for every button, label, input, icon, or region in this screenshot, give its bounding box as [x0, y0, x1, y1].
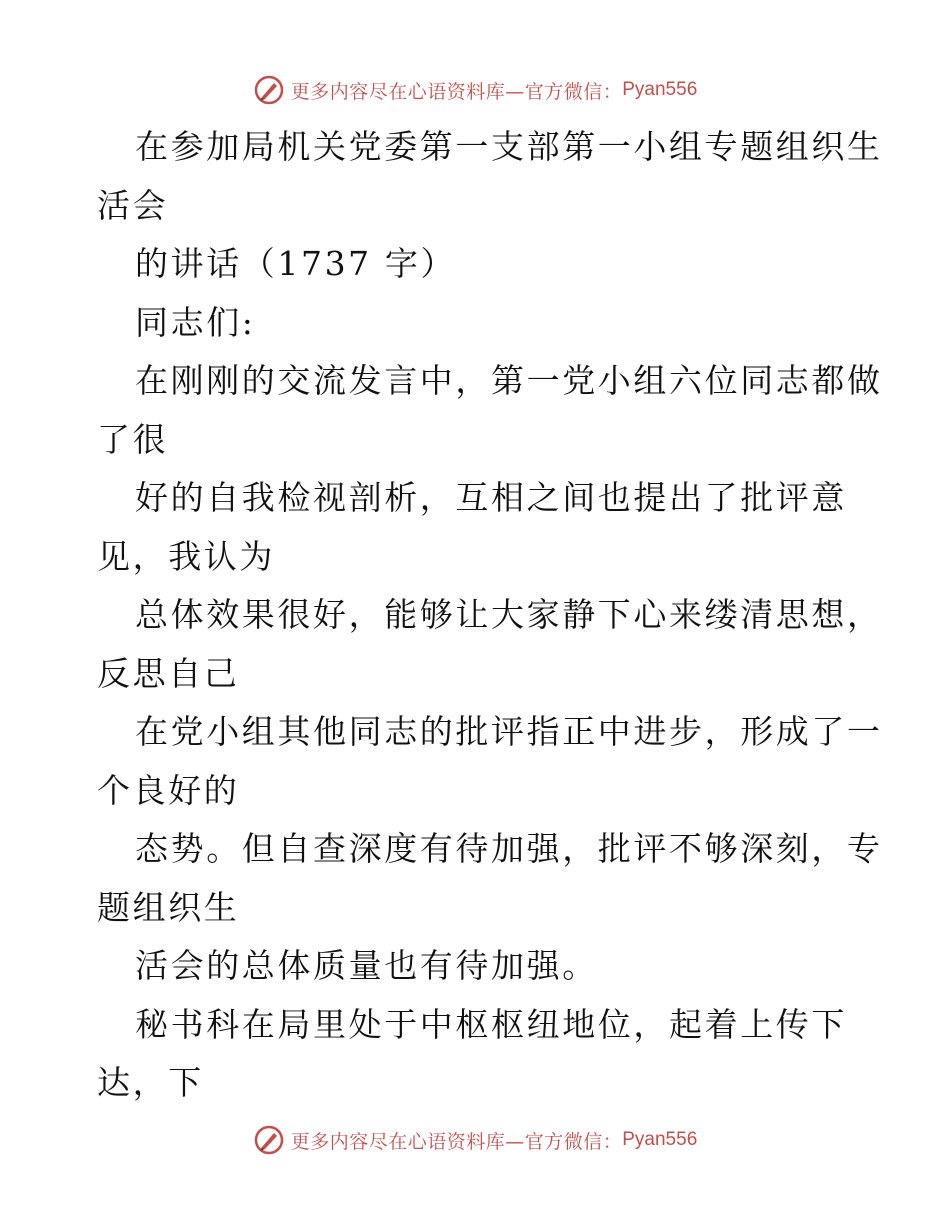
pen-logo-icon [253, 74, 285, 106]
body-line: 在参加局机关党委第一支部第一小组专题组织生 [135, 127, 883, 166]
body-line: 态势。但自查深度有待加强，批评不够深刻，专 [135, 829, 883, 868]
body-line: 同志们: [135, 302, 256, 342]
body-line: 总体效果很好，能够让大家静下心来缕清思想， [135, 595, 883, 634]
pen-logo-icon [253, 1124, 285, 1156]
body-line: 反思自己 [97, 653, 240, 693]
body-line: 见，我认为 [97, 536, 275, 576]
body-line: 了很 [97, 419, 169, 459]
body-line: 在党小组其他同志的批评指正中进步，形成了一 [135, 712, 883, 751]
body-line: 活会的总体质量也有待加强。 [135, 946, 598, 985]
watermark-wechat-id: Pyan556 [622, 79, 698, 100]
watermark-wechat-id: Pyan556 [622, 1129, 698, 1150]
body-line: 题组织生 [97, 887, 240, 927]
header-watermark [0, 70, 950, 110]
body-line: 好的自我检视剖析，互相之间也提出了批评意 [135, 478, 847, 517]
footer-watermark [0, 1120, 950, 1160]
body-line: 个良好的 [97, 770, 240, 810]
body-line: 在刚刚的交流发言中，第一党小组六位同志都做 [135, 361, 883, 400]
watermark-text: 更多内容尽在心语资料库—官方微信： [290, 80, 623, 103]
body-line: 活会 [97, 185, 169, 225]
body-line: 达，下 [97, 1063, 204, 1102]
body-line: 的讲话（1737 字） [135, 244, 457, 283]
watermark-text: 更多内容尽在心语资料库—官方微信： [290, 1130, 623, 1153]
document-body [97, 118, 883, 1113]
body-line: 秘书科在局里处于中枢枢纽地位，起着上传下 [135, 1004, 847, 1044]
